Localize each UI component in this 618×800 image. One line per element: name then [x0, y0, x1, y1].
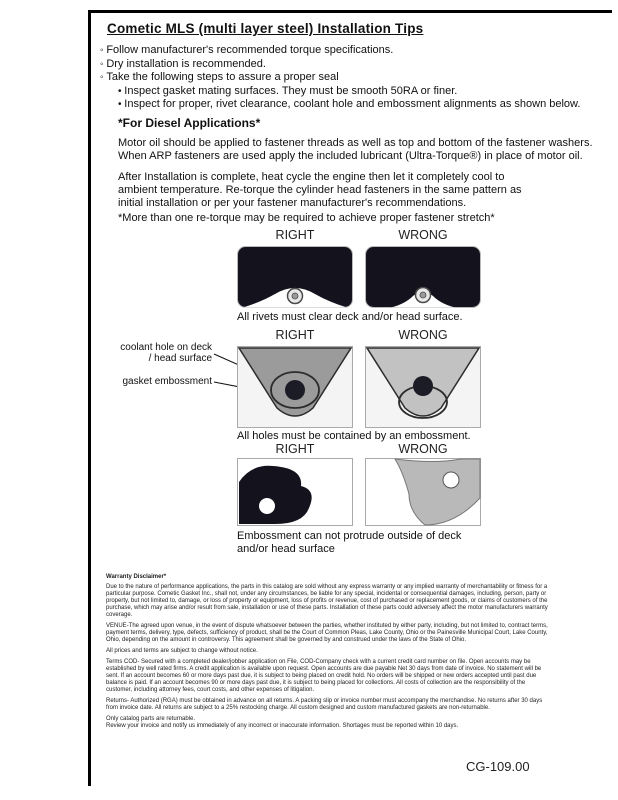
catalog-page-code: CG-109.00 [466, 759, 530, 774]
row3-wrong-label: WRONG [398, 442, 448, 456]
tip-subitem [118, 85, 580, 99]
left-border-rule [88, 10, 91, 786]
row3-right-label: RIGHT [275, 442, 315, 456]
tip-item [100, 58, 580, 72]
gasket-embossment-annotation: gasket embossment [122, 376, 212, 387]
tip-text: Follow manufacturer's recommended torque specifications. [106, 44, 394, 56]
tip-item [100, 44, 580, 58]
tip-item [100, 71, 580, 85]
tip-subitem [118, 98, 580, 112]
legal-paragraph: Terms COD- Secured with a completed dealer/jobber application on File, COD-Company check with a current credit card number on file. Open accounts may be established by well rated firms. A credit application is available upon request. Open accounts are due payable Net 30 days from date of invoice. No statement will be sent. If an account becomes 60 or more days past due, it is subject to being placed on credit hold. No orders will be shipped or new orders accepted until past due balance is paid. If an account becomes 90 or more days past due, it is subject to being placed for collections. All costs of collection are the responsibility of the customer, including attorney fees, court costs, and other expenses of litigation. [106, 659, 542, 693]
legal-paragraph: VENUE-The agreed upon venue, in the event of dispute whatsoever between the parties, whether instituted by either party, including, but not limited to, contract terms, payment terms, delivery, type, defects, sufficiency of product, shall be the Court of Common Pleas, Lake County, Ohio or the Painesville Municipal Court, Lake County, Ohio, depending on the amount in controversy. This agreement shall be governed by and construed under the laws of the State of Ohio. [106, 623, 548, 643]
coolant-hole-annotation: coolant hole on deck / head surface [120, 342, 212, 364]
installation-tips-list [100, 44, 580, 112]
row3-caption: Embossment can not protrude outside of deck and/or head surface [237, 530, 462, 555]
row1-caption: All rivets must clear deck and/or head surface. [237, 311, 463, 323]
top-border-rule [88, 10, 612, 13]
row2-wrong-label: WRONG [398, 328, 448, 342]
warranty-legal-section [106, 574, 548, 734]
diesel-paragraph-heat-cycle: After Installation is complete, heat cycle the engine then let it completely cool to ambient temperature. Re-torque the cylinder head fasteners in the same pattern as initial installation or per your fastener manufacturer's recommendations. [118, 171, 522, 209]
page-title: Cometic MLS (multi layer steel) Installation Tips [107, 21, 424, 36]
diesel-paragraph-oil: Motor oil should be applied to fastener threads as well as top and bottom of the fastener washers. When ARP fasteners are used apply the included lubricant (Ultra-Torque®) in place of motor oil. [118, 137, 593, 162]
row2-right-label: RIGHT [275, 328, 315, 342]
tip-text: Inspect for proper, rivet clearance, coolant hole and embossment alignments as shown below. [124, 98, 581, 110]
diagram-protrusion-right-image [237, 458, 353, 526]
legal-paragraph: Only catalog parts are returnable. [106, 716, 196, 722]
diagram-embossment-right-image [237, 346, 353, 428]
tip-text: Inspect gasket mating surfaces. They must be smooth 50RA or finer. [124, 84, 458, 97]
diagram-protrusion-wrong-image [365, 458, 481, 526]
row1-wrong-label: WRONG [398, 228, 448, 242]
diagram-rivet-wrong-image [365, 246, 481, 308]
warranty-disclaimer-heading: Warranty Disclaimer* [106, 574, 167, 580]
diagram-embossment-wrong-image [365, 346, 481, 428]
row1-right-label: RIGHT [275, 228, 315, 242]
tip-text: Take the following steps to assure a proper seal [106, 71, 339, 83]
legal-paragraph: Due to the nature of performance applications, the parts in this catalog are sold without any express warranty or any implied warranty of merchantability or fitness for a particular purpose. Cometic Gasket Inc., shall not, under any circumstances, be liable for any special, incidental or consequential damages, including, person, party or property, but not limited to, damage, or loss of property or equipment, loss of profits or revenue, cost of purchased or replacement goods, or claims of customers of the purchase, which may arise and/or result from sale, installation or use of these parts. Installation of these parts could adversely affect the motor manufacturers warranty coverage. [106, 584, 548, 618]
legal-paragraph: Returns- Authorized (RGA) must be obtained in advance on all returns. A packing slip or invoice number must accompany the merchandise. No returns after 30 days from invoice date. All returns are subject to a 25% restocking charge. All custom designed and custom manufactured gaskets are non-returnable. [106, 698, 543, 711]
row2-caption: All holes must be contained by an embossment. [237, 430, 471, 442]
retorque-note: *More than one re-torque may be required to achieve proper fastener stretch* [118, 212, 495, 224]
tip-text: Dry installation is recommended. [106, 57, 266, 70]
diesel-applications-heading: *For Diesel Applications* [118, 116, 261, 130]
legal-paragraph: All prices and terms are subject to change without notice. [106, 648, 258, 654]
legal-paragraph: Review your invoice and notify us immediately of any incorrect or inaccurate information. Shortages must be reported within 10 days. [106, 723, 459, 729]
diagram-rivet-right-image [237, 246, 353, 308]
